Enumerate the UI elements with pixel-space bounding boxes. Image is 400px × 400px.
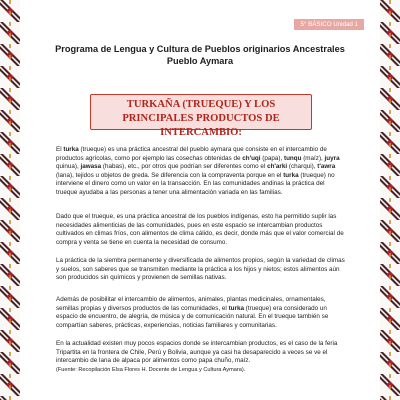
people-title: Pueblo Aymara: [166, 56, 234, 66]
decorative-border-left: [0, 0, 20, 400]
page-header: [40, 43, 360, 67]
paragraph-3: La práctica de la siembra permanente y diversificada de alimentos propios, según la variedad de climas y suelos, son saberes que se transmiten mediante la práctica a los hijos y nietos; estos alimentos aún son producidos sin químicos y provienen de semillas nativas.: [56, 257, 345, 282]
grade-unit-badge: 5° BÁSICO Unidad 1: [294, 19, 364, 30]
decorative-border-right: [380, 0, 400, 400]
paragraph-4: Además de posibilitar el intercambio de alimentos, animales, plantas medicinales, ornamentales, semillas propias y diversos productos de las comunidades, el turka (trueque) era considerado un espacio de encuentro, de alegría, de música y de comunicación natural. En el trueque también se compartían saberes, prácticas, experiencias, noticias familiares y comunitarias.: [56, 296, 329, 329]
paragraph-5: En la actualidad existen muy pocos espacios donde se intercambian productos, es el caso de la feria Tripartita en la frontera de Chile, Perú y Bolivia, aunque ya casi ha desaparecido a veces se ve el intercambio de lana de alpaca por alimentos como papa chuño, maíz.: [56, 340, 338, 365]
section-title: TURKAÑA (TRUEQUE) Y LOS PRINCIPALES PRODUCTOS DE INTERCAMBIO:: [90, 94, 312, 130]
program-title: Programa de Lengua y Cultura de Pueblos originarios Ancestrales: [55, 44, 345, 54]
paragraph-2: Dado que el trueque, es una práctica ancestral de los pueblos indígenas, esto ha permitido suplir las necesidades alimenticias de las comunidades, pues en este espacio se intercambian productos cultivados en climas fríos, con alimentos de clima cálido, es decir, donde más que el valor comercial de compra y venta se tiene en cuenta la necesidad de consumo.: [56, 213, 344, 246]
paragraph-1: El turka (trueque) es una práctica ancestral del pueblo aymara que consiste en el intercambio de productos agrícolas, como por ejemplo las cosechas obtenidas de ch'uqi (papa), tunqu (maíz), juyra quinua), jawasa (habas), etc., por otros que podrían ser diferentes como el ch'arki (charqui), t'awra (lana), tejidos u objetos de greda. Se diferencia con la compraventa porque en el turka (trueque) no interviene el dinero como un valor en la transacción. En las comunidades andinas la práctica del trueque ayudaba a las personas a tener una alimentación variada en las familias.: [56, 146, 340, 196]
source-citation: (Fuente: Recopilación Elsa Flores H. Docente de Lengua y Cultura Aymara).: [56, 367, 246, 373]
